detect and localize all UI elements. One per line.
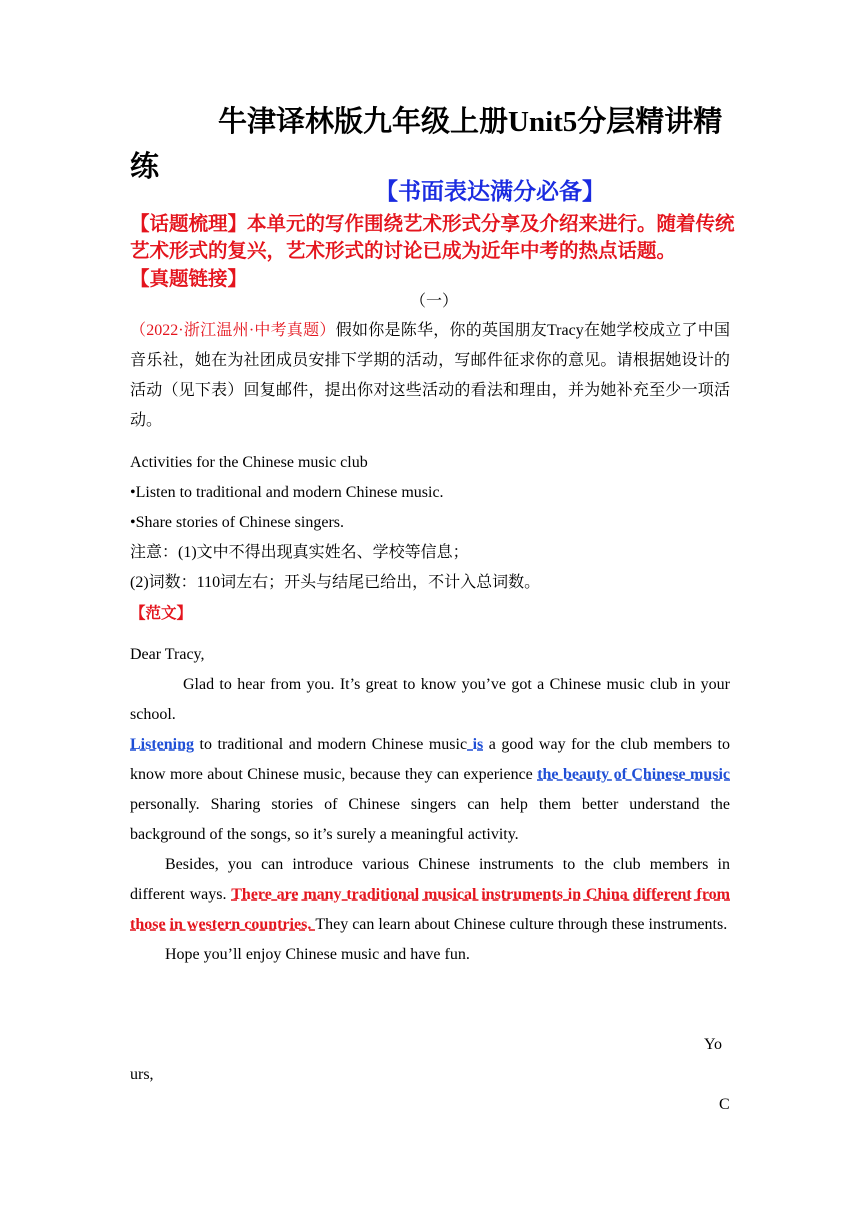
sample-essay-tag: 【范文】 xyxy=(130,604,193,622)
activity-item: •Listen to traditional and modern Chinese music. xyxy=(130,484,444,501)
highlight-sentence: There are many traditional musical instruments in China different from those in western countries. xyxy=(130,886,731,933)
topic-summary xyxy=(130,210,740,264)
sample-essay xyxy=(130,640,730,970)
signature-fragment: Yo xyxy=(704,1036,722,1053)
essay-paragraph xyxy=(130,850,730,940)
activity-list xyxy=(130,448,730,628)
note-line: (2)词数：110词左右；开头与结尾已给出，不计入总词数。 xyxy=(130,574,541,591)
note-line: 注意：(1)文中不得出现真实姓名、学校等信息； xyxy=(130,544,469,561)
exam-source: （2022·浙江温州·中考真题） xyxy=(130,322,336,339)
highlight-phrase: the beauty of Chinese music xyxy=(537,766,730,783)
signature-fragment: C xyxy=(719,1096,730,1113)
section-title: 【书面表达满分必备】 xyxy=(375,179,605,204)
essay-paragraph xyxy=(130,730,730,850)
essay-text: a good way for the club members to know more about Chinese music, because they can experience xyxy=(130,736,731,783)
essay-greeting: Dear Tracy, xyxy=(130,646,205,663)
highlight-phrase: is xyxy=(467,736,484,753)
writing-prompt xyxy=(130,316,730,436)
exam-link-heading: 【真题链接】 xyxy=(130,267,248,290)
question-number: （一） xyxy=(409,293,458,310)
signature-fragment: urs, xyxy=(130,1066,154,1083)
topic-tag: 【话题梳理】 xyxy=(130,212,248,235)
essay-paragraph: Hope you’ll enjoy Chinese music and have fun. xyxy=(165,946,470,963)
activity-item: •Share stories of Chinese singers. xyxy=(130,514,345,531)
essay-text: Besides, you can introduce various Chinese instruments to the club members in different ways. xyxy=(130,856,730,903)
essay-text: personally. Sharing stories of Chinese singers can help them better understand the background of the songs, so it’s surely a meaningful activity. xyxy=(130,796,730,843)
document-title: 牛津译林版九年级上册Unit5分层精讲精练 xyxy=(130,106,723,183)
prompt-text: 假如你是陈华，你的英国朋友Tracy在她学校成立了中国音乐社，她在为社团成员安排下学期的活动，写邮件征求你的意见。请根据她设计的活动（见下表）回复邮件，提出你对这些活动的看法和理由，并为她补充至少一项活动。 xyxy=(130,322,730,429)
essay-text: to traditional and modern Chinese music xyxy=(194,736,468,753)
essay-text: They can learn about Chinese culture through these instruments. xyxy=(315,916,728,933)
highlight-phrase: Listening xyxy=(130,736,195,753)
activity-table-title: Activities for the Chinese music club xyxy=(130,454,368,471)
essay-paragraph: Glad to hear from you. It’s great to know you’ve got a Chinese music club in your school. xyxy=(130,676,730,723)
topic-text: 本单元的写作围绕艺术形式分享及介绍来进行。随着传统艺术形式的复兴，艺术形式的讨论已成为近年中考的热点话题。 xyxy=(130,212,735,262)
